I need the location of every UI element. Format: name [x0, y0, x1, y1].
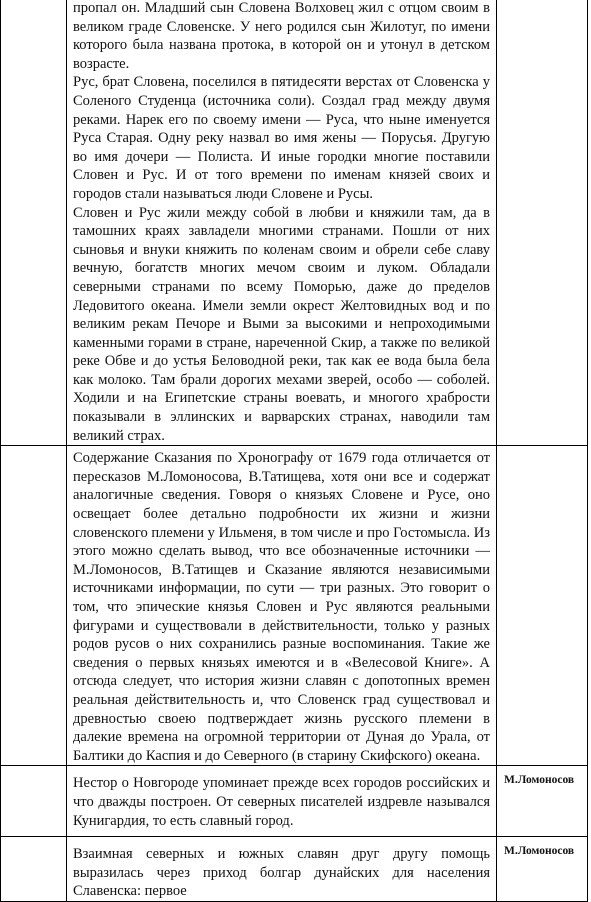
author-cell	[497, 446, 588, 766]
text-cell	[67, 837, 497, 902]
paragraph: Рус, брат Словена, поселился в пятидесяти верстах от Словенска у Соленого Студенца (источника соли). Создал град между двумя реками. Нарек его по своему имени — Руса, что ныне именуется Руса Старая. Одну реку назвал во имя жены — Порусья. Другую во имя дочери — Полиста. И иные городки многие поставили Словен и Рус. И от того времени по именам князей своих и городов стали называться люди Словене и Русы.	[73, 74, 490, 202]
paragraph: Содержание Сказания по Хронографу от 1679 года отличается от пересказов М.Ломоносова, В.Татищева, хотя они все и содержат аналогичные сведения. Говоря о князьях Словене и Русе, оно освещает более детально подробности их жизни и жизни словенского племени у Ильменя, в том числе и про Гостомысла. Из этого можно сделать вывод, что все обозначенные источники — М.Ломоносов, В.Татищев и Сказание являются независимыми источниками информации, по сути — три разных. Это говорит о том, что эпические князья Словен и Рус являются реальными фигурами и существовали в действительности, только у разных родов русов о них сохранились разные воспоминания. Такие же сведения о первых князьях имеются и в «Велесовой Книге». А отсюда следует, что история жизни славян с допотопных времен реальная действительность и, что Словенск град существовал и древностью своею подтверждает жизнь русского племени в далекие времена на огромной территории от Дуная до Урала, от Балтики до Каспия и до Северного (в старину Скифского) океана.	[73, 450, 490, 764]
table-row	[1, 837, 588, 902]
paragraph: Словен и Рус жили между собой в любви и княжили там, да в тамошних краях завладели многими странами. Пошли от них сыновья и внуки княжить по коленам своим и обрели себе славу вечную, богатств многих мечом своим и луком. Обладали северными странами по всему Поморью, даже до пределов Ледовитого океана. Имели земли окрест Желтовидных вод и по великим рекам Печоре и Выми за высокими и непроходимыми каменными горами в стране, нареченной Скир, а также по великой реке Обве и до устья Беловодной реки, так как ее вода была бела как молоко. Там брали дорогих мехами зверей, особо — соболей. Ходили и на Египетские страны воевать, и многого храбрости показывали в эллинских и варварских странах, наводили там великий страх.	[73, 204, 490, 444]
empty-cell	[1, 766, 67, 837]
text-cell	[67, 766, 497, 837]
author-label: М.Ломоносов	[504, 845, 575, 858]
author-label	[497, 446, 587, 454]
author-cell	[497, 0, 588, 446]
author-label: М.Ломоносов	[504, 774, 575, 787]
empty-cell	[1, 446, 67, 766]
paragraph: Взаимная северных и южных славян друг другу помощь выразилась через приход болгар дунайских для населения Славенска: первое	[73, 846, 490, 900]
table-row	[1, 0, 588, 446]
empty-cell	[1, 837, 67, 902]
author-cell	[497, 766, 588, 837]
paragraph: пропал он. Младший сын Словена Волховец жил с отцом своим в великом граде Словенске. У него родился сын Жилотуг, по имени которого была названа протока, в которой он и утонул в детском возрасте.	[73, 0, 490, 72]
author-cell	[497, 837, 588, 902]
text-cell	[67, 0, 497, 446]
paragraph: Нестор о Новгороде упоминает прежде всех городов российских и что дважды построен. От северных писателей издревле назывался Кунигардия, то есть славный город.	[73, 775, 490, 829]
author-label	[497, 0, 587, 7]
table-row	[1, 766, 588, 837]
empty-cell	[1, 0, 67, 446]
table-row	[1, 446, 588, 766]
text-cell	[67, 446, 497, 766]
